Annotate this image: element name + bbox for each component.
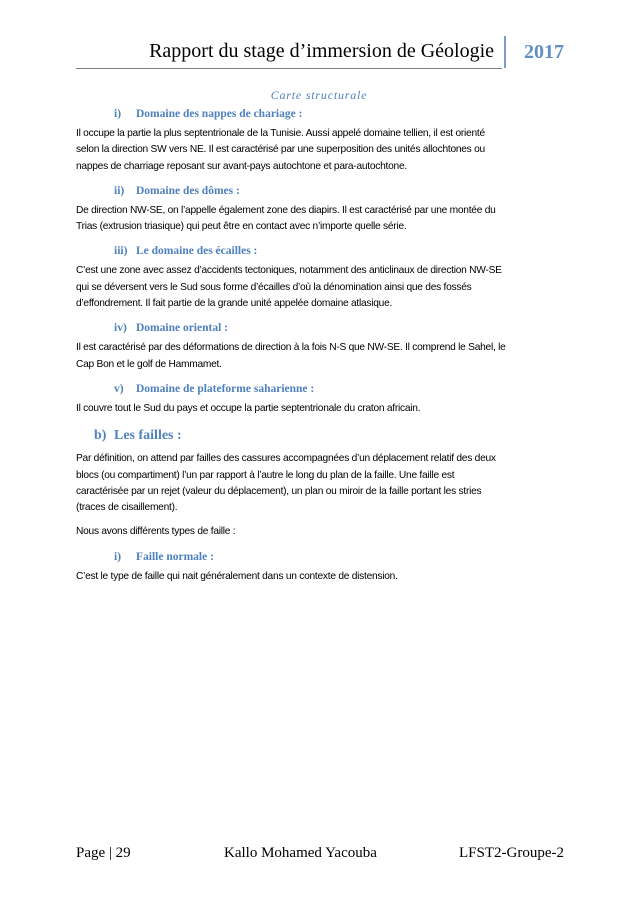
text-line: Cap Bon et le golf de Hammamet. [76,358,222,370]
text-line: Trias (extrusion triasique) qui peut être en contact avec n’importe quelle série. [76,221,407,233]
paragraph [76,126,566,175]
page-header [76,36,564,70]
paragraph [76,203,566,236]
page-number: Page | 29 [76,845,131,861]
footer-group: LFST2-Groupe-2 [459,845,564,861]
section-number: i) [114,108,122,120]
section-heading [114,243,566,259]
paragraph [76,263,566,312]
text-line: Nous avons différents types de faille : [76,526,236,538]
header-rule [76,68,502,69]
section-number: i) [114,550,122,563]
header-year: 2017 [504,36,564,68]
paragraph [76,340,566,373]
text-line: qui se déversent vers le Sud sous forme d’écailles d’où la dénomination ainsi que des fossés [76,281,472,293]
text-line: caractérisée par un rejet (valeur du déplacement), un plan ou miroir de la faille portant les stries [76,485,482,497]
text-line: Par définition, on attend par failles des cassures accompagnées d’un déplacement relatif des deux [76,453,496,465]
text-line: C’est une zone avec assez d’accidents tectoniques, notamment des anticlinaux de direction NW-SE [76,265,502,277]
section-title: Faille normale : [136,550,214,563]
text-line: blocs (ou compartiment) l’un par rapport à l’autre le long du plan de la faille. Une faille est [76,469,455,481]
document-body [76,106,566,593]
section-title: Domaine des dômes : [136,184,240,197]
figure-caption: Carte structurale [270,88,368,102]
text-line: C’est le type de faille qui nait généralement dans un contexte de distension. [76,570,398,582]
paragraph [76,451,566,516]
section-number: v) [114,382,124,395]
paragraph [76,401,566,417]
section-number: iii) [114,245,128,258]
text-line: (traces de cisaillement). [76,502,178,514]
section-title: Le domaine des écailles : [136,245,258,258]
section-number: ii) [114,184,125,197]
text-line: Il occupe la partie la plus septentrionale de la Tunisie. Aussi appelé domaine tellien, il est orienté [76,128,485,139]
text-line: Il est caractérisé par des déformations de direction à la fois N-S que NW-SE. Il comprend le Sahel, le [76,342,506,354]
text-line: Il couvre tout le Sud du pays et occupe la partie septentrionale du craton africain. [76,402,421,414]
subsection-number: b) [94,428,107,444]
paragraph [76,524,566,540]
section-title: Domaine des nappes de chariage : [136,108,303,120]
text-line: selon la direction SW vers NE. Il est caractérisé par une superposition des unités allochtones ou [76,144,485,156]
page-footer [76,843,564,863]
text-line: d’effondrement. Il fait partie de la grande unité appelée domaine atlasique. [76,298,393,310]
section-heading [114,320,566,336]
section-title: Domaine de plateforme saharienne : [136,382,315,395]
text-line: De direction NW-SE, on l’appelle également zone des diapirs. Il est caractérisé par une montée du [76,204,496,216]
section-number: iv) [114,322,127,335]
section-heading [114,183,566,199]
subsection-title: Les failles : [114,428,182,444]
header-title: Rapport du stage d’immersion de Géologie [149,40,494,62]
footer-author: Kallo Mohamed Yacouba [224,845,377,861]
section-heading [114,381,566,397]
subsection-heading [94,425,566,447]
section-title: Domaine oriental : [136,322,228,335]
section-heading [114,549,566,565]
section-heading [114,106,566,122]
text-line: nappes de charriage reposant sur avant-pays autochtone et para-autochtone. [76,160,407,172]
paragraph [76,569,566,585]
